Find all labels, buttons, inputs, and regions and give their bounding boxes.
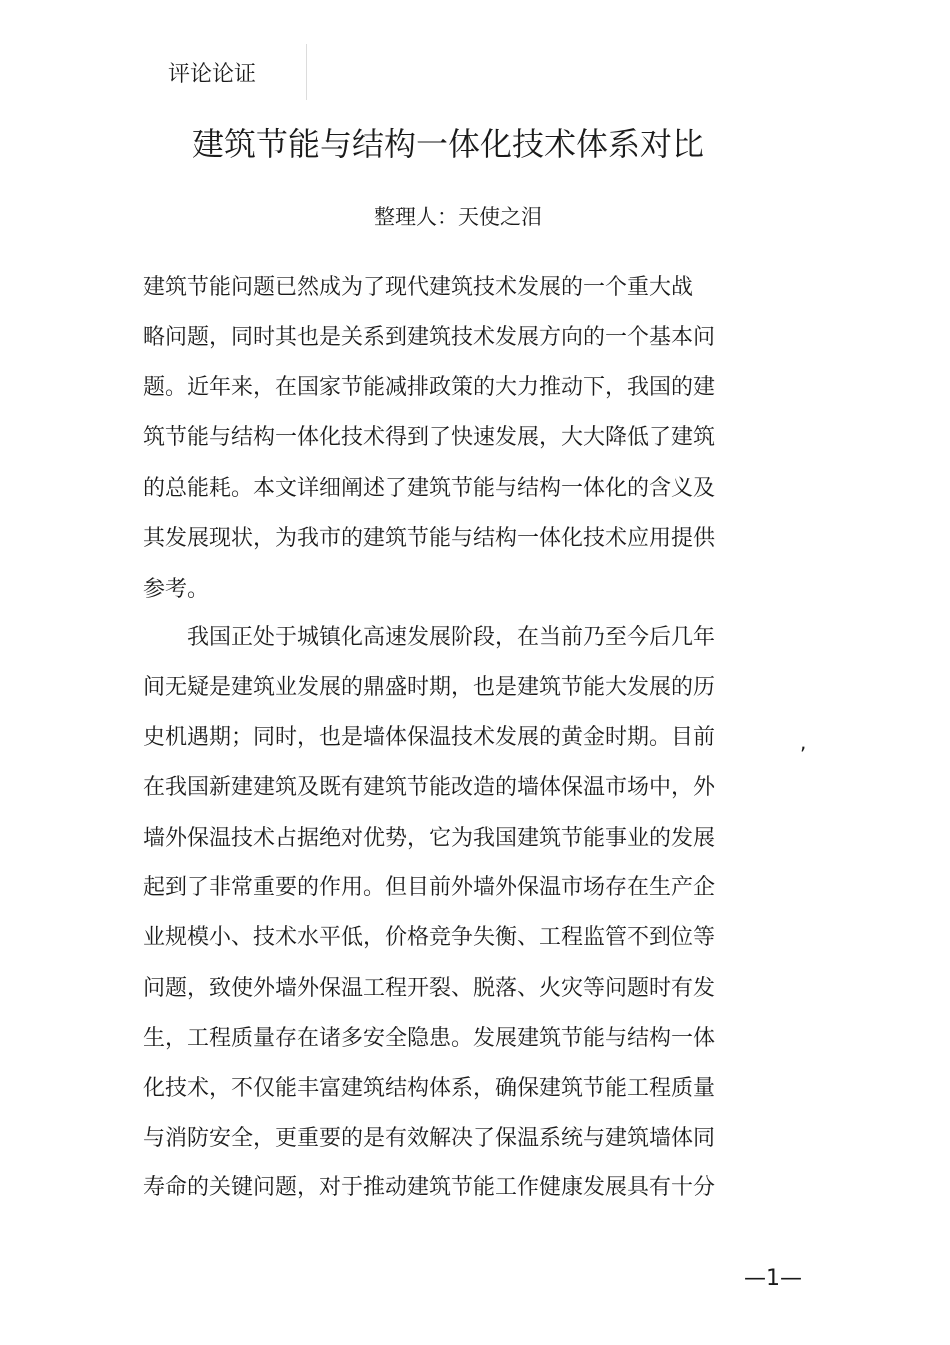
paragraph-line: 与消防安全，更重要的是有效解决了保温系统与建筑墙体同: [143, 1126, 716, 1151]
paragraph-line: 墙外保温技术占据绝对优势，它为我国建筑节能事业的发展: [143, 826, 716, 851]
paragraph-line: 生，工程质量存在诸多安全隐患。发展建筑节能与结构一体: [143, 1026, 716, 1051]
header-divider: [306, 44, 307, 100]
stray-punctuation: ,: [800, 730, 807, 754]
paragraph-line: 寿命的关键问题，对于推动建筑节能工作健康发展具有十分: [143, 1175, 716, 1200]
author-line: 整理人：天使之泪: [374, 205, 542, 229]
paragraph-line: 题。近年来，在国家节能减排政策的大力推动下，我国的建: [143, 375, 716, 400]
paragraph-line: 其发展现状，为我市的建筑节能与结构一体化技术应用提供: [143, 526, 716, 551]
paragraph-line: 起到了非常重要的作用。但目前外墙外保温市场存在生产企: [143, 875, 716, 900]
paragraph-line: 化技术，不仅能丰富建筑结构体系，确保建筑节能工程质量: [143, 1076, 716, 1101]
paragraph-line: 在我国新建建筑及既有建筑节能改造的墙体保温市场中，外: [143, 775, 716, 800]
header-tag: 评论论证: [168, 62, 257, 87]
paragraph-line: 问题，致使外墙外保温工程开裂、脱落、火灾等问题时有发: [143, 976, 716, 1001]
paragraph-line: 筑节能与结构一体化技术得到了快速发展，大大降低了建筑: [143, 425, 716, 450]
paragraph-line: 史机遇期；同时，也是墙体保温技术发展的黄金时期。目前: [143, 725, 716, 750]
paragraph-line: 间无疑是建筑业发展的鼎盛时期，也是建筑节能大发展的历: [143, 675, 716, 700]
paragraph-line: 建筑节能问题已然成为了现代建筑技术发展的一个重大战: [143, 275, 694, 300]
document-title: 建筑节能与结构一体化技术体系对比: [191, 125, 704, 163]
paragraph-line: 我国正处于城镇化高速发展阶段，在当前乃至今后几年: [187, 625, 716, 650]
paragraph-line: 的总能耗。本文详细阐述了建筑节能与结构一体化的含义及: [143, 476, 716, 501]
paragraph-line: 业规模小、技术水平低，价格竞争失衡、工程监管不到位等: [143, 925, 716, 950]
paragraph-line: 略问题，同时其也是关系到建筑技术发展方向的一个基本问: [143, 325, 716, 350]
paragraph-line: 参考。: [143, 577, 210, 602]
page-number: —1—: [744, 1266, 802, 1291]
